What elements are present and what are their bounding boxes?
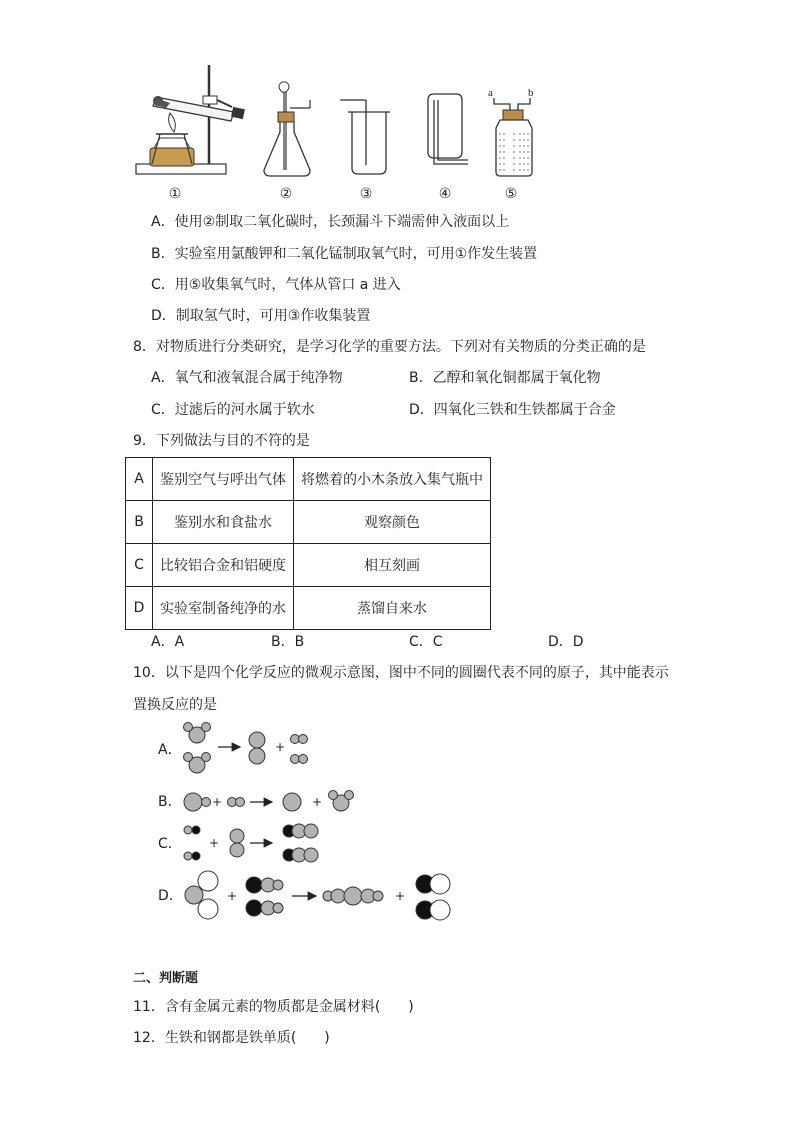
q9-option-c[interactable]: C．C xyxy=(409,634,443,650)
q10-b-plus-2: + xyxy=(312,795,323,809)
q8-stem: 8．对物质进行分类研究，是学习化学的重要方法。下列对有关物质的分类正确的是 xyxy=(133,339,646,355)
q10-b-diagram xyxy=(184,791,354,812)
q10-d-diagram xyxy=(185,871,450,920)
q9-row-method: 将燃着的小木条放入集气瓶中 xyxy=(294,458,491,501)
q11-text[interactable]: 11．含有金属元素的物质都是金属材料( ) xyxy=(133,999,414,1015)
q9-row-key: C xyxy=(126,544,153,587)
q9-row-purpose: 鉴别水和食盐水 xyxy=(153,501,294,544)
q10-a-plus: + xyxy=(275,740,286,754)
q10-stem-line2: 置换反应的是 xyxy=(133,697,217,713)
q7-option-c[interactable]: C．用⑤收集氧气时，气体从管口 a 进入 xyxy=(151,277,401,293)
q10-option-d-label[interactable]: D． xyxy=(158,888,183,904)
q9-row-purpose: 实验室制备纯净的水 xyxy=(153,587,294,630)
q10-option-c-label[interactable]: C． xyxy=(158,836,182,852)
q9-option-a[interactable]: A．A xyxy=(151,634,185,650)
tube-label-a: a xyxy=(488,87,493,99)
q10-c-plus: + xyxy=(209,836,220,850)
apparatus-label-2: ② xyxy=(279,186,293,202)
apparatus-label-5: ⑤ xyxy=(504,186,518,202)
q9-stem: 9．下列做法与目的不符的是 xyxy=(133,433,310,449)
q10-option-a-label[interactable]: A． xyxy=(158,742,182,758)
q10-a-diagram xyxy=(184,723,308,774)
q9-row-purpose: 鉴别空气与呼出气体 xyxy=(153,458,294,501)
q10-b-plus-1: + xyxy=(212,795,223,809)
q8-option-d[interactable]: D．四氧化三铁和生铁都属于合金 xyxy=(409,402,616,418)
q9-option-b[interactable]: B．B xyxy=(271,634,305,650)
q9-option-d[interactable]: D．D xyxy=(548,634,584,650)
q9-row-method: 相互刻画 xyxy=(294,544,491,587)
q9-row-key: B xyxy=(126,501,153,544)
q7-option-d[interactable]: D．制取氢气时，可用③作收集装置 xyxy=(151,308,371,324)
q9-row-key: A xyxy=(126,458,153,501)
apparatus-label-1: ① xyxy=(168,186,182,202)
apparatus-label-4: ④ xyxy=(438,186,452,202)
q8-option-b[interactable]: B．乙醇和氧化铜都属于氧化物 xyxy=(409,370,601,386)
tube-label-b: b xyxy=(528,87,534,99)
q8-option-a[interactable]: A．氧气和液氧混合属于纯净物 xyxy=(151,370,343,386)
q10-option-b-label[interactable]: B． xyxy=(158,794,182,810)
q10-d-plus-1: + xyxy=(227,889,238,903)
q9-row-method: 蒸馏自来水 xyxy=(294,587,491,630)
section-2-title: 二、判断题 xyxy=(133,971,199,986)
q12-text[interactable]: 12．生铁和钢都是铁单质( ) xyxy=(133,1030,330,1046)
apparatus-label-3: ③ xyxy=(359,186,373,202)
q7-option-a[interactable]: A．使用②制取二氧化碳时，长颈漏斗下端需伸入液面以上 xyxy=(151,214,510,230)
q9-row-purpose: 比较铝合金和铝硬度 xyxy=(153,544,294,587)
q10-d-plus-2: + xyxy=(395,889,406,903)
q8-option-c[interactable]: C．过滤后的河水属于软水 xyxy=(151,402,315,418)
q9-row-method: 观察颜色 xyxy=(294,501,491,544)
q10-stem-line1: 10．以下是四个化学反应的微观示意图，图中不同的圆圈代表不同的原子，其中能表示 xyxy=(133,665,669,681)
q10-c-diagram xyxy=(184,824,318,862)
q9-row-key: D xyxy=(126,587,153,630)
q7-option-b[interactable]: B．实验室用氯酸钾和二氧化锰制取氧气时，可用①作发生装置 xyxy=(151,246,538,262)
